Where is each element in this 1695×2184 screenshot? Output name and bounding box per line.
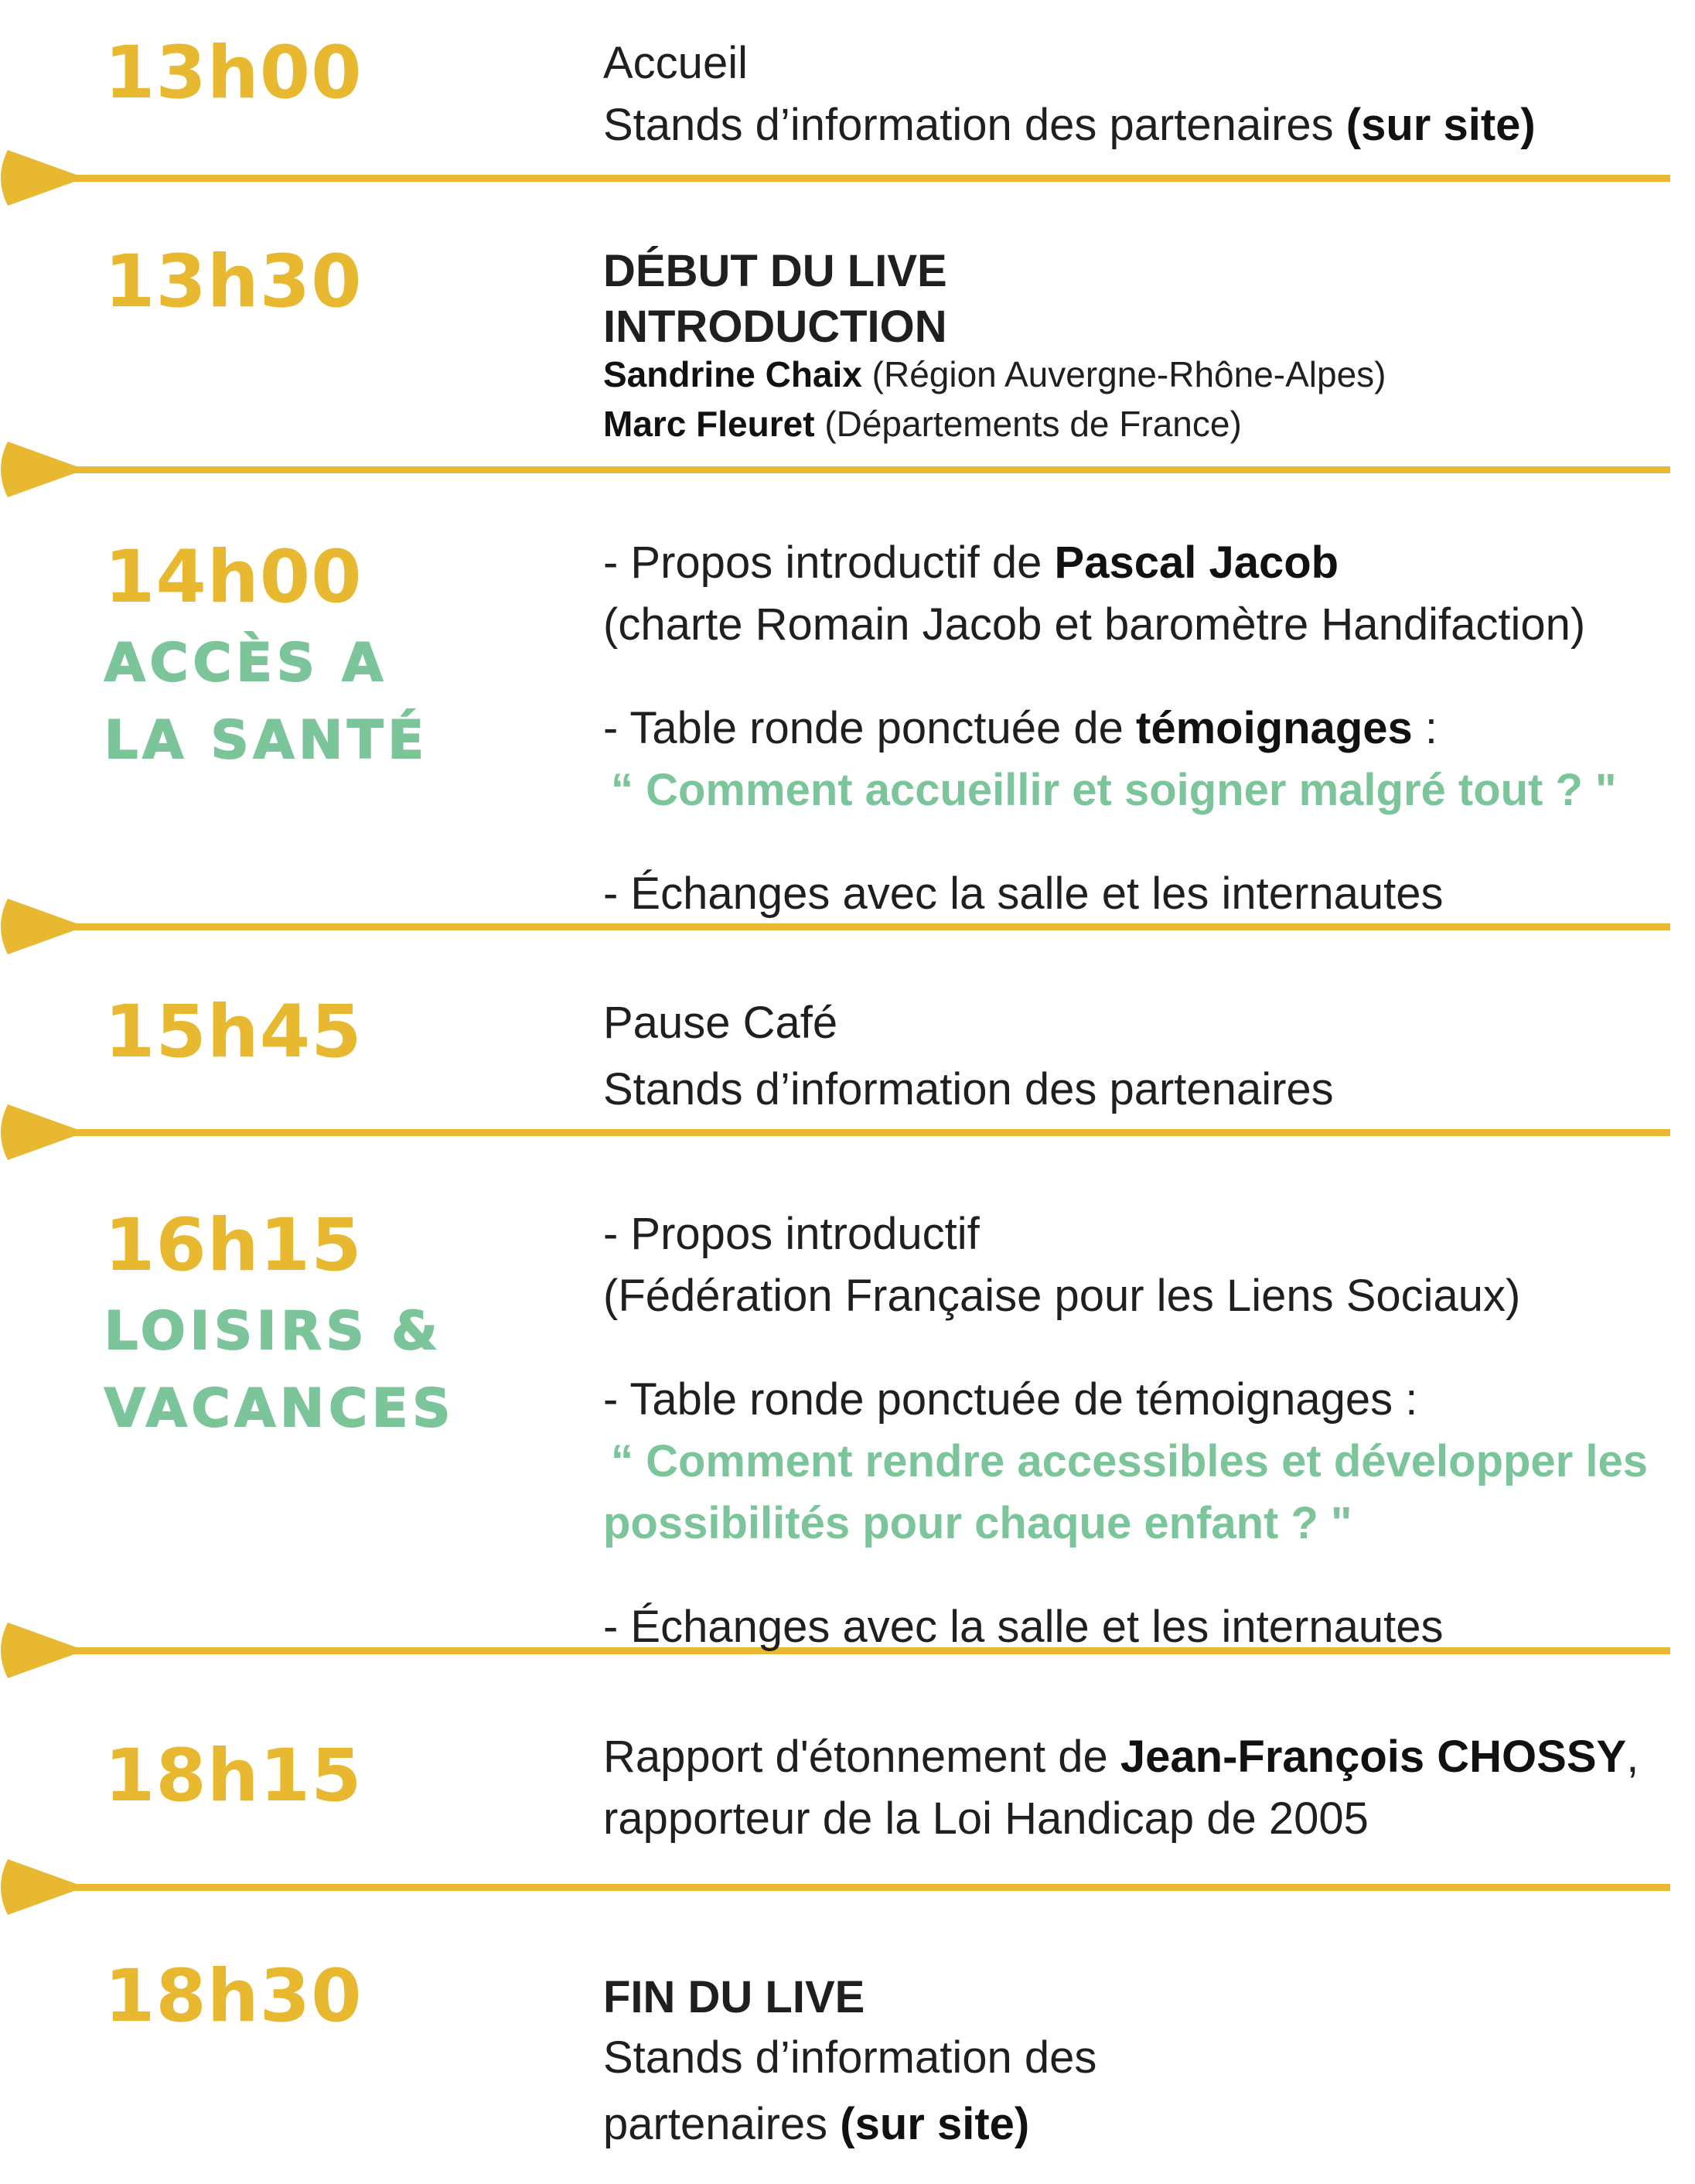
block-line: - Propos introductif de Pascal Jacob bbox=[603, 537, 1339, 588]
time-label: 16h15 bbox=[104, 1203, 363, 1288]
question-quote: “ Comment rendre accessibles et développer les bbox=[611, 1436, 1648, 1486]
block-line: - Propos introductif bbox=[603, 1209, 980, 1259]
agenda-block bbox=[603, 1203, 1686, 1658]
block-line: Stands d’information des partenaires bbox=[603, 1064, 1334, 1114]
block-line: Rapport d'étonnement de Jean-François CHOSSY, bbox=[603, 1732, 1639, 1782]
block-line: - Table ronde ponctuée de témoignages : bbox=[603, 1374, 1418, 1425]
time-label: 18h15 bbox=[104, 1734, 363, 1818]
block-line: - Échanges avec la salle et les internautes bbox=[603, 868, 1444, 919]
block-heading: INTRODUCTION bbox=[603, 302, 947, 352]
agenda-block bbox=[603, 246, 1686, 449]
question-quote: possibilités pour chaque enfant ? " bbox=[603, 1498, 1352, 1548]
block-line: partenaires (sur site) bbox=[603, 2099, 1030, 2149]
time-label: 14h00 bbox=[104, 535, 363, 619]
block-line: Stands d’information des bbox=[603, 2032, 1097, 2083]
block-heading: DÉBUT DU LIVE bbox=[603, 246, 947, 296]
topic-label: ACCÈS A LA SANTÉ bbox=[104, 633, 428, 771]
block-line: Pause Café bbox=[603, 998, 838, 1048]
time-label: 18h30 bbox=[104, 1954, 363, 2039]
agenda-block bbox=[603, 990, 1686, 1123]
block-line: (Fédération Française pour les Liens Sociaux) bbox=[603, 1271, 1521, 1321]
agenda-block bbox=[603, 532, 1686, 925]
block-line: - Échanges avec la salle et les internautes bbox=[603, 1602, 1444, 1652]
speaker-line: Sandrine Chaix (Région Auvergne-Rhône-Alpes) bbox=[603, 354, 1386, 394]
timeline-divider bbox=[0, 1856, 1678, 1918]
timeline-divider bbox=[0, 147, 1678, 209]
topic-label: LOISIRS & VACANCES bbox=[104, 1301, 455, 1439]
block-line: Stands d’information des partenaires (sur site) bbox=[603, 100, 1536, 150]
block-line: - Table ronde ponctuée de témoignages : bbox=[603, 703, 1438, 753]
agenda-block bbox=[603, 1971, 1686, 2158]
agenda-block bbox=[603, 32, 1686, 156]
block-line: rapporteur de la Loi Handicap de 2005 bbox=[603, 1793, 1369, 1844]
speaker-line: Marc Fleuret (Départements de France) bbox=[603, 404, 1242, 444]
time-label: 13h00 bbox=[104, 31, 363, 115]
block-line: Accueil bbox=[603, 38, 748, 88]
block-line: (charte Romain Jacob et baromètre Handifaction) bbox=[603, 599, 1586, 650]
time-label: 15h45 bbox=[104, 990, 363, 1074]
time-label: 13h30 bbox=[104, 240, 363, 324]
agenda-block bbox=[603, 1726, 1686, 1850]
question-quote: “ Comment accueillir et soigner malgré tout ? " bbox=[611, 765, 1617, 815]
block-heading: FIN DU LIVE bbox=[603, 1972, 865, 2022]
